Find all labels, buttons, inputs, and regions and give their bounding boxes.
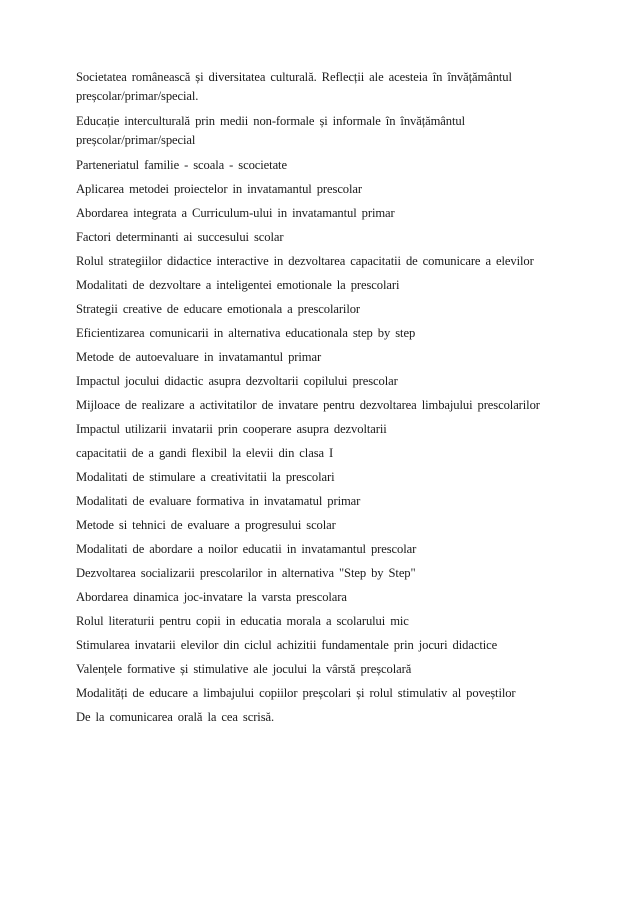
- list-item: Modalitati de abordare a noilor educatii in invatamantul prescolar: [76, 542, 417, 556]
- list-item: De la comunicarea orală la cea scrisă.: [76, 710, 275, 724]
- list-item: Educație interculturală prin medii non-formale și informale în învățământul preșcolar/primar/special: [76, 114, 465, 147]
- list-item: Factori determinanti ai succesului scolar: [76, 230, 284, 244]
- list-item: Valențele formative și stimulative ale jocului la vârstă preșcolară: [76, 662, 412, 676]
- list-item: Eficientizarea comunicarii in alternativa educationala step by step: [76, 326, 416, 340]
- list-item: Modalitati de evaluare formativa in invatamatul primar: [76, 494, 361, 508]
- list-item: Metode si tehnici de evaluare a progresului scolar: [76, 518, 336, 532]
- list-item: capacitatii de a gandi flexibil la elevii din clasa I: [76, 446, 334, 460]
- list-item: Aplicarea metodei proiectelor in invatamantul prescolar: [76, 182, 362, 196]
- list-item: Impactul jocului didactic asupra dezvoltarii copilului prescolar: [76, 374, 398, 388]
- list-item: Modalități de educare a limbajului copiilor preșcolari și rolul stimulativ al poveștilor: [76, 686, 516, 700]
- list-item: Metode de autoevaluare in invatamantul primar: [76, 350, 322, 364]
- list-item: Strategii creative de educare emotionala a prescolarilor: [76, 302, 361, 316]
- list-item: Rolul strategiilor didactice interactive in dezvoltarea capacitatii de comunicare a elevilor: [76, 254, 534, 268]
- list-item: Mijloace de realizare a activitatilor de invatare pentru dezvoltarea limbajului prescolarilor: [76, 398, 540, 412]
- list-item: Stimularea invatarii elevilor din ciclul achizitii fundamentale prin jocuri didactice: [76, 638, 498, 652]
- list-item: Societatea românească și diversitatea culturală. Reflecții ale acesteia în învățământul preșcolar/primar/special.: [76, 70, 512, 103]
- list-item: Abordarea dinamica joc-invatare la varsta prescolara: [76, 590, 347, 604]
- list-item: Parteneriatul familie - scoala - scocietate: [76, 158, 287, 172]
- list-item: Dezvoltarea socializarii prescolarilor in alternativa "Step by Step": [76, 566, 416, 580]
- list-item: Impactul utilizarii invatarii prin cooperare asupra dezvoltarii: [76, 422, 387, 436]
- topic-list: [76, 68, 566, 732]
- list-item: Modalitati de dezvoltare a inteligentei emotionale la prescolari: [76, 278, 400, 292]
- list-item: Rolul literaturii pentru copii in educatia morala a scolarului mic: [76, 614, 409, 628]
- list-item: Modalitati de stimulare a creativitatii la prescolari: [76, 470, 335, 484]
- list-item: Abordarea integrata a Curriculum-ului in invatamantul primar: [76, 206, 395, 220]
